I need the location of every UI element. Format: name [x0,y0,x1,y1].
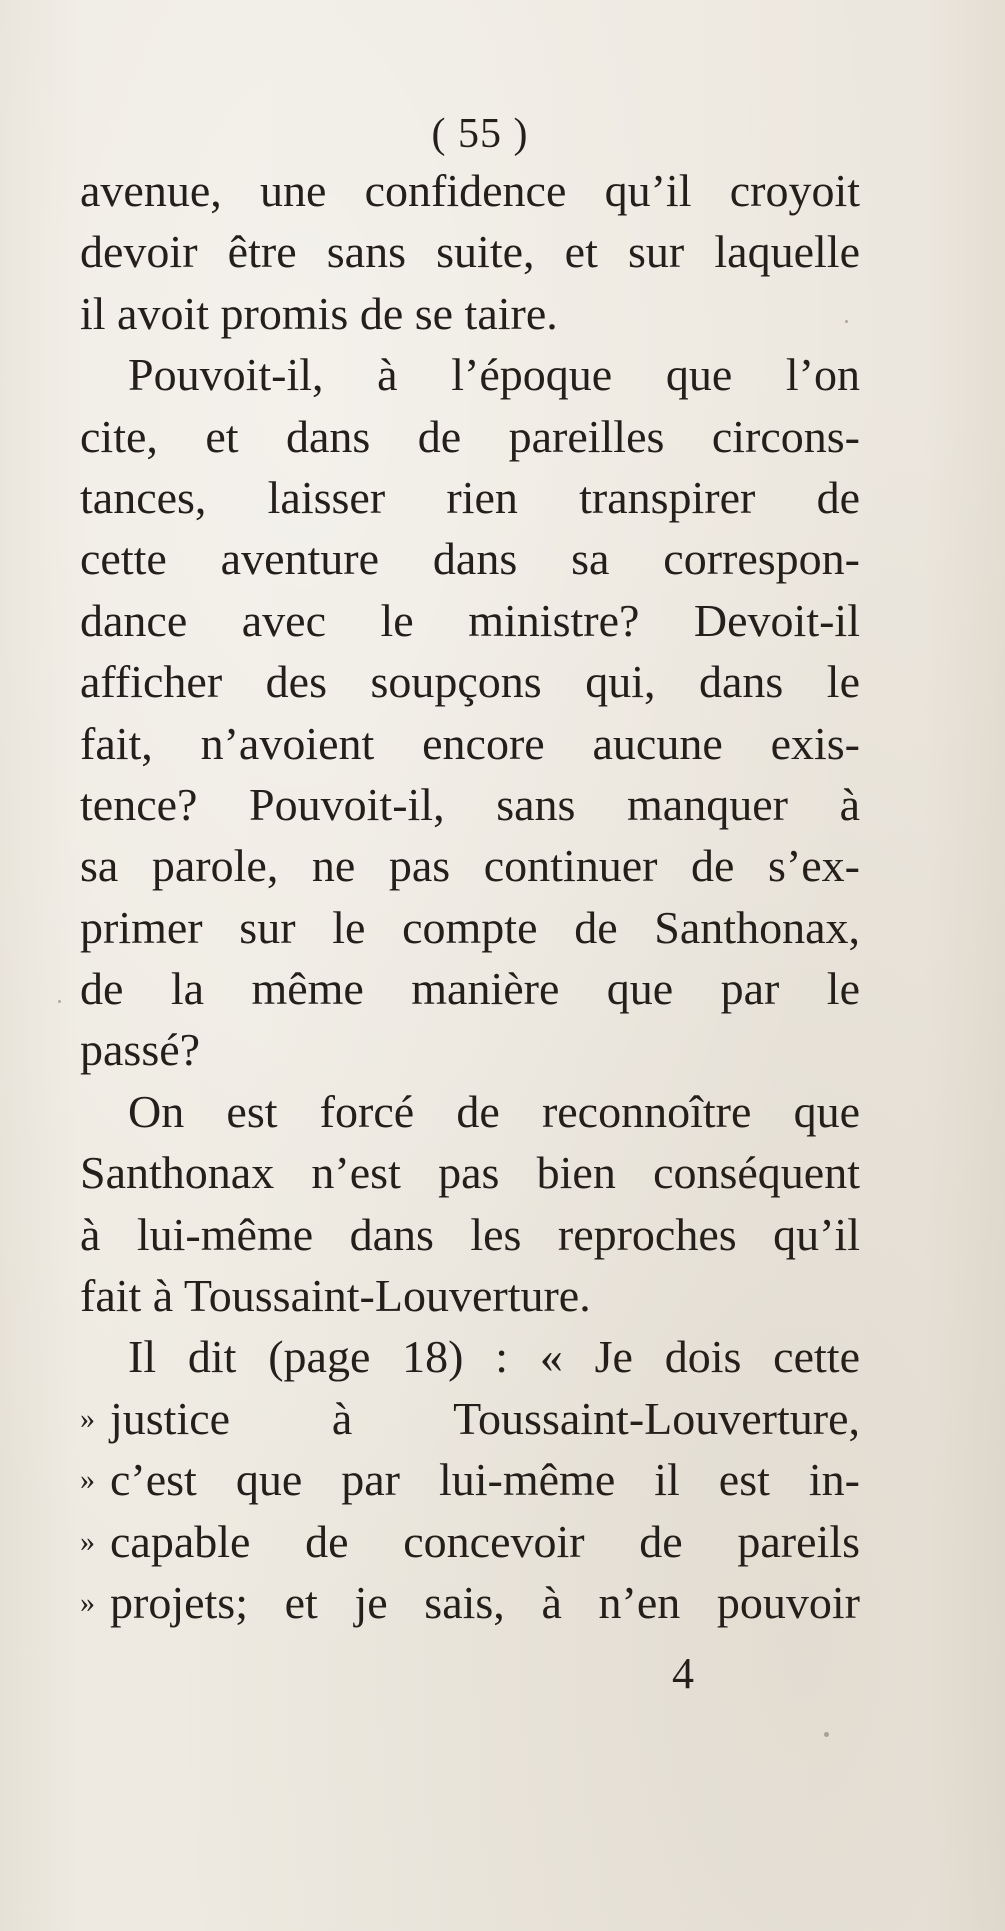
quoted-line [80,1511,860,1572]
paper-speck [824,1732,829,1737]
text-line: cette aventure dans sa correspon- [80,533,860,585]
text-line: dance avec le ministre? Devoit-il [80,594,860,646]
signature-mark: 4 [672,1649,694,1698]
quoted-line [80,1388,860,1449]
text-line: passé? [80,1024,201,1076]
text-line: de la même manière que par le [80,963,860,1015]
paper-speck [845,320,848,323]
paper-speck [58,1000,61,1003]
text-line: justice à Toussaint-Louverture, [110,1392,860,1444]
text-line: Il dit (page 18) : « Je dois cette [128,1331,860,1383]
text-line: cite, et dans de pareilles circons- [80,410,860,462]
text-line: Pouvoit-il, à l’époque que l’on [128,349,860,401]
text-line: capable de concevoir de pareils [110,1515,860,1567]
quoted-line [80,1449,860,1510]
quote-mark: » [80,1585,95,1619]
text-line: fait à Toussaint-Louverture. [80,1270,591,1322]
text-line: à lui-même dans les reproches qu’il [80,1208,860,1260]
text-line: primer sur le compte de Santhonax, [80,901,860,953]
text-line: tence? Pouvoit-il, sans manquer à [80,778,860,830]
page-number: ( 55 ) [431,111,529,157]
quote-mark: » [80,1463,95,1497]
text-line: avenue, une confidence qu’il croyoit [80,165,860,216]
text-line: afficher des soupçons qui, dans le [80,656,860,708]
text-line: devoir être sans suite, et sur laquelle [80,226,860,278]
text-line: tances, laisser rien transpirer de [80,471,860,523]
text-line: sa parole, ne pas continuer de s’ex- [80,840,860,892]
quote-mark: » [80,1401,95,1435]
text-line: On est forcé de reconnoître que [128,1085,860,1137]
quoted-line [80,1572,860,1633]
body-text [80,160,860,1633]
text-line: projets; et je sais, à n’en pouvoir [110,1576,860,1628]
text-line: c’est que par lui-même il est in- [110,1454,860,1506]
text-line: fait, n’avoient encore aucune exis- [80,717,860,769]
text-line: il avoit promis de se taire. [80,287,558,339]
text-line: Santhonax n’est pas bien conséquent [80,1147,860,1199]
quote-mark: » [80,1524,95,1558]
